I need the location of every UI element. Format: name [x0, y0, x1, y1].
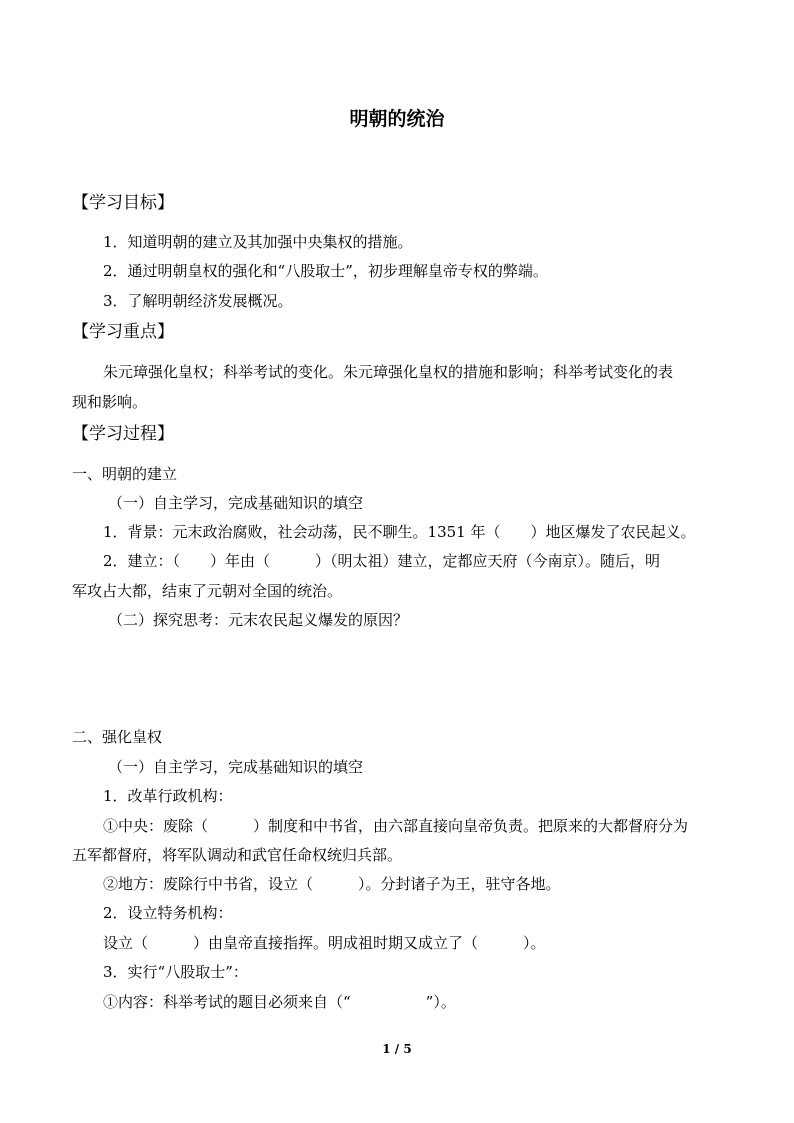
page-number: 1 / 5	[382, 1042, 412, 1056]
goals-heading: 【学习目标】	[72, 193, 174, 213]
part1-sub2: （二）探究思考：元末农民起义爆发的原因？	[108, 611, 409, 629]
part2-q1b: ②地方：废除行中书省，设立（ ）。分封诸子为王，驻守各地。	[103, 875, 561, 893]
part2-sub1: （一）自主学习，完成基础知识的填空	[108, 758, 364, 776]
focus-line-1: 朱元璋强化皇权；科举考试的变化。朱元璋强化皇权的措施和影响；科举考试变化的表	[103, 363, 674, 381]
part2-q3: 3．实行“八股取士”：	[103, 963, 248, 981]
part2-q2: 2．设立特务机构：	[103, 904, 233, 922]
process-heading: 【学习过程】	[72, 424, 174, 444]
part1-q2-line2: 军攻占大都，结束了元朝对全国的统治。	[72, 582, 343, 600]
goal-item-2: 2．通过明朝皇权的强化和“八股取士”，初步理解皇帝专权的弊端。	[103, 262, 548, 280]
part2-q2a: 设立（ ）由皇帝直接指挥。明成祖时期又成立了（ ）。	[103, 934, 546, 952]
focus-heading: 【学习重点】	[72, 322, 174, 342]
part1-title: 一、明朝的建立	[72, 465, 178, 483]
part1-sub1: （一）自主学习，完成基础知识的填空	[108, 494, 364, 512]
part2-q3a: ①内容：科举考试的题目必须来自（“ ”）。	[103, 993, 456, 1011]
part2-title: 二、强化皇权	[72, 728, 163, 746]
part1-q2-line1: 2．建立：（ ）年由（ ）（明太祖）建立，定都应天府（今南京）。随后，明	[103, 552, 661, 570]
part2-q1a-line1: ①中央：废除（ ）制度和中书省，由六部直接向皇帝负责。把原来的大都督府分为	[103, 817, 689, 835]
focus-line-2: 现和影响。	[72, 393, 148, 411]
part2-q1: 1．改革行政机构：	[103, 787, 233, 805]
goal-item-3: 3．了解明朝经济发展概况。	[103, 292, 293, 310]
part1-q1: 1．背景：元末政治腐败，社会动荡，民不聊生。1351 年（ ）地区爆发了农民起义。	[103, 523, 696, 541]
goal-item-1: 1．知道明朝的建立及其加强中央集权的措施。	[103, 233, 413, 251]
document-title: 明朝的统治	[349, 108, 445, 130]
part2-q1a-line2: 五军都督府，将军队调动和武官任命权统归兵部。	[72, 846, 403, 864]
